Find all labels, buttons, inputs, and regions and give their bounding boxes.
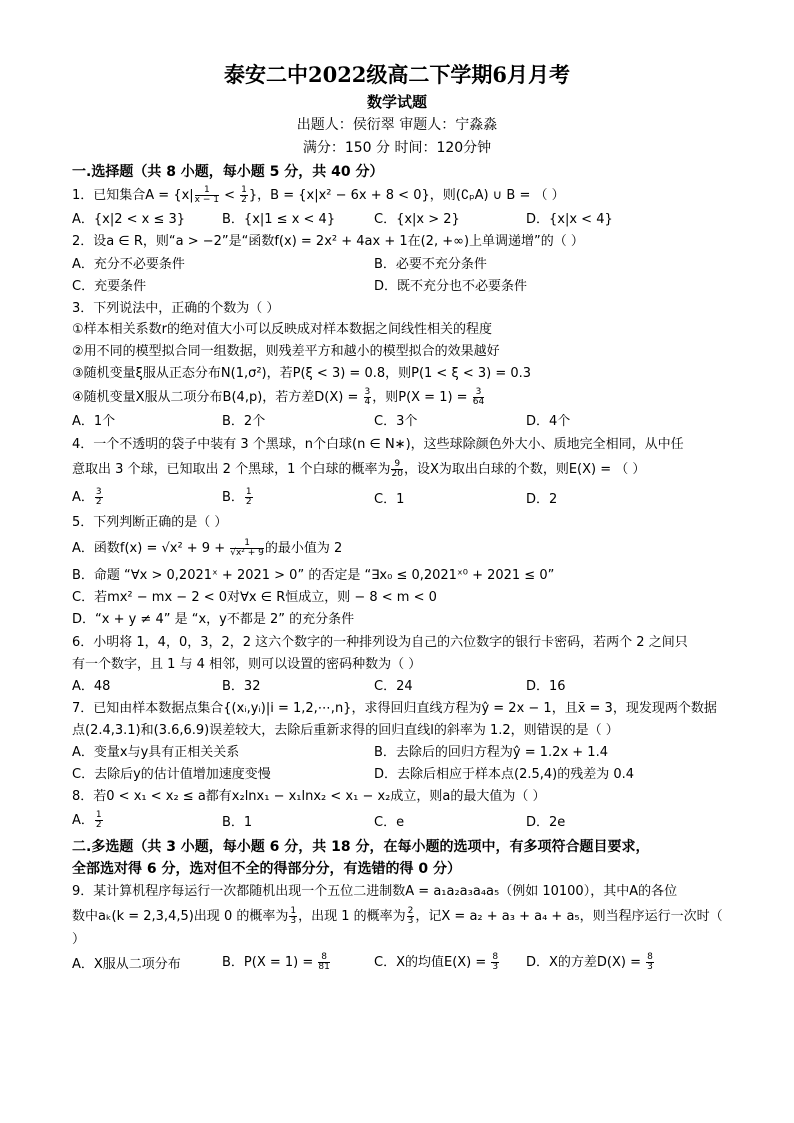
question-6-line-1: 6．小明将 1，4，0，3，2，2 这六个数字的一种排列设为自己的六位数字的银行卡密码，若两个 2 之间只 [72,635,688,650]
section-heading-single-choice: 一.选择题（共 8 小题，每小题 5 分，共 40 分） [72,164,384,180]
question-9-line-3: ） [72,932,86,947]
question-1-option-c: C．{x|x > 2} [374,212,460,227]
question-3-item-3: ③随机变量ξ服从正态分布N(1,σ²)，若P(ξ < 3) = 0.8，则P(1 < ξ < 3) = 0.3 [72,366,532,381]
fraction: $\frac{1}{2}$ [95,810,102,830]
question-3-item-1: ①样本相关系数r的绝对值大小可以反映成对样本数据之间线性相关的程度 [72,322,492,337]
question-9-option-d: D．X的方差D(X) = $\frac{8}{3}$ [526,952,653,972]
question-8-option-d: D．2e [526,815,566,830]
question-5-option-c: C．若mx² − mx − 2 < 0对∀x ∈ R恒成立，则 − 8 < m < 0 [72,590,437,605]
question-1-option-a: A．{x|2 < x ≤ 3} [72,212,186,227]
section-heading-multi-choice-1: 二.多选题（共 3 小题，每小题 6 分，共 18 分，在每小题的选项中，有多项符合题目要求， [72,839,650,855]
question-1-option-b: B．{x|1 ≤ x < 4} [222,212,336,227]
question-4-option-b: B． $\frac{1}{2}$ [222,487,252,507]
fraction: $\frac{1}{\text{√x² + 9}}$ [230,538,264,558]
question-8-option-b: B．1 [222,815,253,830]
section-heading-multi-choice-2: 全部选对得 6 分，选对但不全的得部分分，有选错的得 0 分） [72,861,461,877]
fraction: $\frac{3}{2}$ [95,487,102,507]
fraction: $\frac{1}{x - 1}$ [194,185,219,205]
question-6-line-2: 有一个数字，且 1 与 4 相邻，则可以设置的密码种数为（ ） [72,657,422,672]
question-5-stem: 5．下列判断正确的是（ ） [72,515,228,530]
question-9-line-1: 9．某计算机程序每运行一次都随机出现一个五位二进制数A = a₁a₂a₃a₄a₅（例如 10100），其中A的各位 [72,884,678,899]
question-1-option-d: D．{x|x < 4} [526,212,613,227]
question-5-option-a: A．函数f(x) = √x² + 9 + $\frac{1}{\text{√x² + 9}}$ 的最小值为 2 [72,538,343,558]
exam-title: 泰安二中2022级高二下学期6月月考 [223,62,571,87]
question-1-stem: 1．已知集合A = {x| $\frac{1}{x - 1}$ < $\frac{1}{2}$ }，B = {x|x² − 6x + 8 < 0}，则(∁ₚA) ∪ B = （ ） [72,185,565,205]
question-7-option-a: A．变量x与y具有正相关关系 [72,745,240,760]
question-3-option-a: A．1个 [72,414,116,429]
exam-meta: 满分：150 分 时间：120分钟 [302,140,492,156]
fraction: $\frac{8}{3}$ [492,952,499,972]
question-3-option-d: D．4个 [526,414,571,429]
question-6-option-b: B．32 [222,679,261,694]
fraction: $\frac{2}{3}$ [407,906,414,926]
question-7-option-d: D．去除后相应于样本点(2.5,4)的残差为 0.4 [374,767,635,782]
question-6-option-a: A．48 [72,679,111,694]
question-6-option-d: D．16 [526,679,566,694]
question-3-stem: 3．下列说法中，正确的个数为（ ） [72,301,280,316]
question-9-option-c: C．X的均值E(X) = $\frac{8}{3}$ [374,952,499,972]
question-2-option-a: A．充分不必要条件 [72,257,185,272]
question-5-option-d: D．“x + y ≠ 4” 是 “x，y不都是 2” 的充分条件 [72,612,355,627]
question-8-option-c: C．e [374,815,405,830]
question-8-option-a: A． $\frac{1}{2}$ [72,810,102,830]
question-7-line-2: 点(2.4,3.1)和(3.6,6.9)误差较大，去除后重新求得的回归直线l的斜率为 1.2，则错误的是（ ） [72,723,619,738]
question-4-option-c: C．1 [374,492,405,507]
question-8-stem: 8．若0 < x₁ < x₂ ≤ a都有x₂lnx₁ − x₁lnx₂ < x₁ − x₂成立，则a的最大值为（ ） [72,789,546,804]
question-7-option-b: B．去除后的回归方程为ŷ = 1.2x + 1.4 [374,745,608,760]
question-2-option-d: D．既不充分也不必要条件 [374,279,528,294]
exam-subtitle: 数学试题 [366,93,427,111]
question-3-item-4: ④随机变量X服从二项分布B(4,p)，若方差D(X) = $\frac{3}{4}$ ，则P(X = 1) = $\frac{3}{64}$ [72,387,485,407]
exam-authors: 出题人：侯衍翠 审题人：宁淼淼 [296,117,498,133]
question-3-option-b: B．2个 [222,414,266,429]
fraction: $\frac{8}{3}$ [647,952,653,972]
question-9-option-b: B．P(X = 1) = $\frac{8}{81}$ [222,952,330,972]
question-9-option-a: A．X服从二项分布 [72,957,181,972]
question-4-line-1: 4．一个不透明的袋子中装有 3 个黑球，n个白球(n ∈ N∗)，这些球除颜色外大小、质地完全相同，从中任 [72,437,684,452]
question-6-option-c: C．24 [374,679,413,694]
fraction: $\frac{1}{2}$ [241,185,247,205]
fraction: $\frac{9}{20}$ [391,459,403,479]
question-7-line-1: 7．已知由样本数据点集合{(xᵢ,yᵢ)|i = 1,2,⋯,n}，求得回归直线方程为ŷ = 2x − 1，且x̄ = 3，现发现两个数据 [72,701,717,716]
fraction: $\frac{1}{3}$ [290,906,297,926]
question-5-option-b: B．命题 “∀x > 0,2021ˣ + 2021 > 0” 的否定是 “∃x₀ ≤ 0,2021ˣ⁰ + 2021 ≤ 0” [72,568,555,583]
question-3-option-c: C．3个 [374,414,418,429]
fraction: $\frac{3}{4}$ [364,387,371,407]
question-2-option-c: C．充要条件 [72,279,147,294]
question-9-line-2: 数中aₖ(k = 2,3,4,5)出现 0 的概率为 $\frac{1}{3}$ ，出现 1 的概率为 $\frac{2}{3}$ ，记X = a₂ + a₃ + a₄ + a₅，则当程序运行一次时（ [72,906,723,926]
fraction: $\frac{8}{81}$ [318,952,330,972]
question-7-option-c: C．去除后y的估计值增加速度变慢 [72,767,271,782]
question-4-option-a: A． $\frac{3}{2}$ [72,487,102,507]
question-4-line-2: 意取出 3 个球，已知取出 2 个黑球，1 个白球的概率为 $\frac{9}{20}$ ，设X为取出白球的个数，则E(X) = （ ） [72,459,646,479]
fraction: $\frac{3}{64}$ [472,387,485,407]
question-2-stem: 2．设a ∈ R，则“a > −2”是“函数f(x) = 2x² + 4ax + 1在(2, +∞)上单调递增”的（ ） [72,234,584,249]
question-2-option-b: B．必要不充分条件 [374,257,487,272]
question-3-item-2: ②用不同的模型拟合同一组数据，则残差平方和越小的模型拟合的效果越好 [72,344,500,359]
fraction: $\frac{1}{2}$ [245,487,252,507]
question-4-option-d: D．2 [526,492,558,507]
